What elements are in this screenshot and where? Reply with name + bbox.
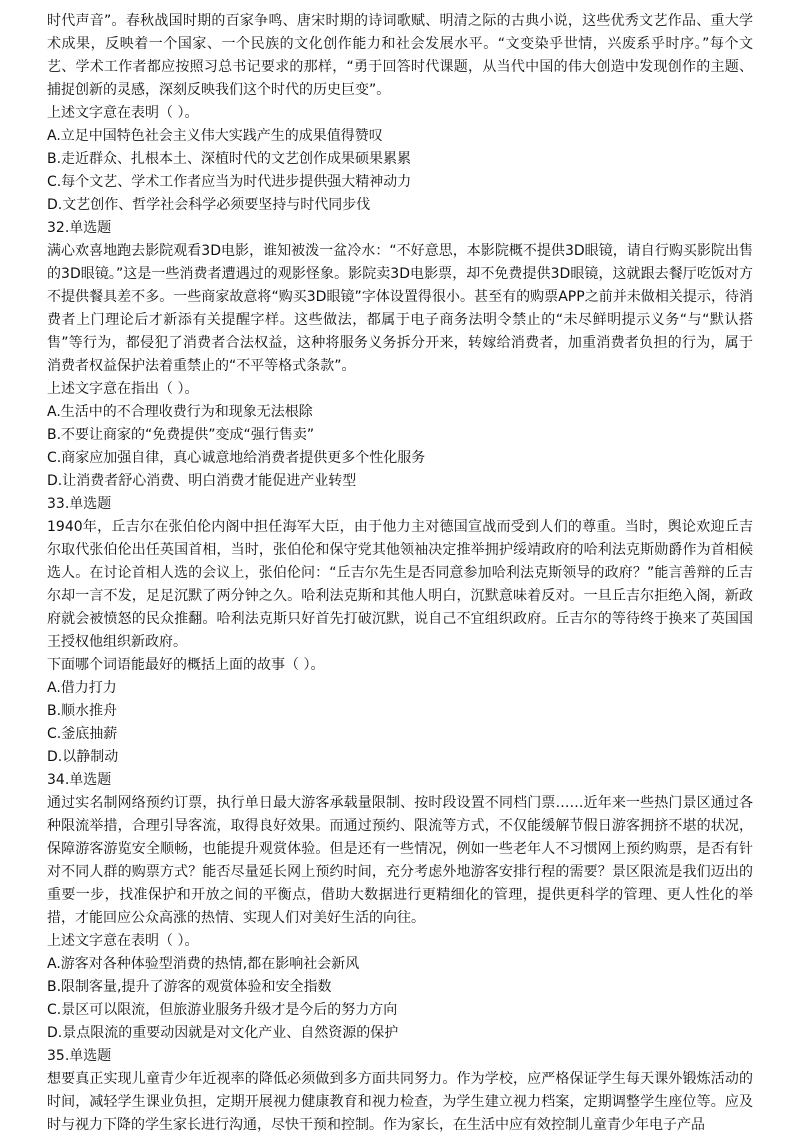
- option-d[interactable]: D.以静制动: [47, 749, 119, 765]
- option-b[interactable]: B.不要让商家的“免费提供”变成“强行售卖”: [47, 427, 315, 443]
- document-page: [47, 10, 753, 1137]
- question-stem: 下面哪个词语能最好的概括上面的故事（ ）。: [47, 657, 325, 673]
- option-a[interactable]: A.借力打力: [47, 680, 117, 696]
- question-stem: 上述文字意在表明（ ）。: [47, 933, 199, 949]
- option-a[interactable]: A.游客对各种体验型消费的热情,都在影响社会新风: [47, 956, 360, 972]
- option-c[interactable]: C.商家应加强自律，真心诚意地给消费者提供更多个性化服务: [47, 450, 426, 466]
- question-31-continuation: [47, 10, 753, 217]
- question-header: 32.单选题: [47, 220, 112, 236]
- question-stem: 上述文字意在表明（ ）。: [47, 105, 199, 121]
- question-passage: 通过实名制网络预约订票，执行单日最大游客承载量限制、按时段设置不同档门票……近年来一些热门景区通过各种限流举措，合理引导客流，取得良好效果。而通过预约、限流等方式，不仅能缓解节假日游客拥挤不堪的状况，保障游客游览安全顺畅，也能提升观赏体验。但是还有一些情况，例如一些老年人不习惯网上预约购票，是否有针对不同人群的购票方式？能否尽量延长网上预约时间，充分考虑外地游客安排行程的需要？景区限流是我们迈出的重要一步，找准保护和开放之间的平衡点，借助大数据进行更精细化的管理，提供更科学的管理、更人性化的举措，才能回应公众高涨的热情、实现人们对美好生活的向往。: [47, 795, 753, 926]
- option-a[interactable]: A.立足中国特色社会主义伟大实践产生的成果值得赞叹: [47, 128, 383, 144]
- question-passage: 1940年，丘吉尔在张伯伦内阁中担任海军大臣，由于他力主对德国宣战而受到人们的尊重。当时，舆论欢迎丘吉尔取代张伯伦出任英国首相，当时，张伯伦和保守党其他领袖决定推举拥护绥靖政府的哈利法克斯勋爵作为首相候选人。在讨论首相人选的会议上，张伯伦问：“丘吉尔先生是否同意参加哈利法克斯领导的政府？”能言善辩的丘吉尔却一言不发，足足沉默了两分钟之久。哈利法克斯和其他人明白，沉默意味着反对。一旦丘吉尔拒绝入阁，新政府就会被愤怒的民众推翻。哈利法克斯只好首先打破沉默，说自己不宜组织政府。丘吉尔的等待终于换来了英国国王授权他组织新政府。: [47, 519, 753, 650]
- option-b[interactable]: B.顺水推舟: [47, 703, 118, 719]
- question-header: 34.单选题: [47, 772, 112, 788]
- option-c[interactable]: C.景区可以限流，但旅游业服务升级才是今后的努力方向: [47, 1002, 398, 1018]
- question-33: [47, 493, 753, 769]
- question-passage: 想要真正实现儿童青少年近视率的降低必须做到多方面共同努力。作为学校，应严格保证学生每天课外锻炼活动的时间，减轻学生课业负担，定期开展视力健康教育和视力检查，为学生建立视力档案，定期调整学生座位等。应及时与视力下降的学生家长进行沟通，尽快干预和控制。作为家长，在生活中应有效控制儿童青少年电子产品: [47, 1071, 753, 1133]
- question-32: [47, 217, 753, 493]
- option-c[interactable]: C.釜底抽薪: [47, 726, 118, 742]
- option-b[interactable]: B.走近群众、扎根本土、深植时代的文艺创作成果硕果累累: [47, 151, 412, 167]
- option-a[interactable]: A.生活中的不合理收费行为和现象无法根除: [47, 404, 313, 420]
- option-c[interactable]: C.每个文艺、学术工作者应当为时代进步提供强大精神动力: [47, 174, 412, 190]
- option-d[interactable]: D.景点限流的重要动因就是对文化产业、自然资源的保护: [47, 1025, 399, 1041]
- question-stem: 上述文字意在指出（ ）。: [47, 381, 199, 397]
- question-passage: 时代声音”。春秋战国时期的百家争鸣、唐宋时期的诗词歌赋、明清之际的古典小说，这些优秀文艺作品、重大学术成果，反映着一个国家、一个民族的文化创作能力和社会发展水平。“文变染乎世情，兴废系乎时序。”每个文艺、学术工作者都应按照习总书记要求的那样，“勇于回答时代课题，从当代中国的伟大创造中发现创作的主题、捕捉创新的灵感，深刻反映我们这个时代的历史巨变”。: [47, 13, 753, 98]
- question-35: [47, 1045, 753, 1137]
- option-d[interactable]: D.文艺创作、哲学社会科学必须要坚持与时代同步伐: [47, 197, 371, 213]
- question-header: 35.单选题: [47, 1048, 112, 1064]
- option-b[interactable]: B.限制客量,提升了游客的观赏体验和安全指数: [47, 979, 332, 995]
- option-d[interactable]: D.让消费者舒心消费、明白消费才能促进产业转型: [47, 473, 357, 489]
- question-34: [47, 769, 753, 1045]
- question-passage: 满心欢喜地跑去影院观看3D电影，谁知被泼一盆冷水：“不好意思，本影院概不提供3D眼镜，请自行购买影院出售的3D眼镜。”这是一些消费者遭遇过的观影怪象。影院卖3D电影票，却不免费提供3D眼镜，这就跟去餐厅吃饭对方不提供餐具差不多。一些商家故意将“购买3D眼镜”字体设置得很小。甚至有的购票APP之前并未做相关提示，待消费者上门理论后才新添有关提醒字样。这些做法，都属于电子商务法明令禁止的“未尽鲜明提示义务“与“默认搭售”等行为，都侵犯了消费者合法权益，这种将服务义务拆分开来，转嫁给消费者，加重消费者负担的行为，属于消费者权益保护法着重禁止的“不平等格式条款”。: [47, 243, 753, 374]
- question-header: 33.单选题: [47, 496, 112, 512]
